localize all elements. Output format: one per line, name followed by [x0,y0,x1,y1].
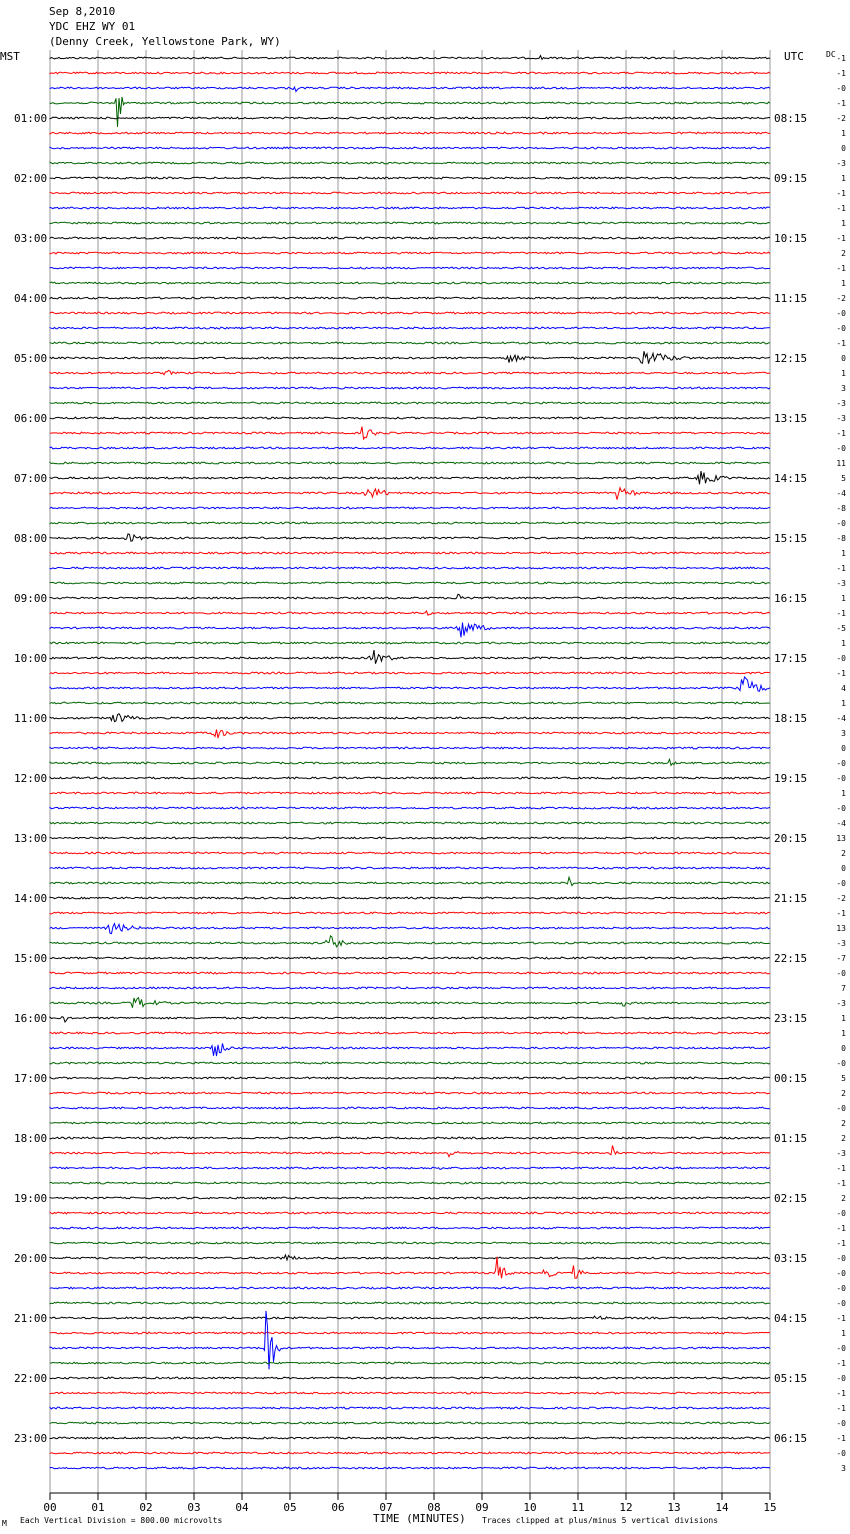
trace-line [50,1302,770,1304]
trace-line [50,837,770,839]
dc-offset-value: -0 [836,759,846,768]
utc-hour-label: 20:15 [774,832,808,845]
dc-offset-value: -1 [836,1224,846,1233]
station-code: YDC EHZ WY 01 [49,20,136,33]
utc-hour-label: 08:15 [774,112,808,125]
trace-line [50,162,770,164]
dc-offset-value: -0 [836,324,846,333]
trace-line [50,371,770,375]
trace-line [50,534,770,541]
trace-line [50,447,770,449]
trace-line [50,1137,770,1139]
trace-line [50,582,770,584]
trace-line [50,1332,770,1334]
trace-line [50,97,770,127]
dc-offset-value: 1 [841,639,846,648]
x-tick-label: 03 [187,1501,201,1514]
station-location: (Denny Creek, Yellowstone Park, WY) [49,35,281,48]
utc-hour-label: 11:15 [774,292,808,305]
trace-line [50,792,770,794]
dc-offset-value: -1 [836,339,846,348]
trace-line [50,351,770,364]
dc-offset-value: -1 [836,429,846,438]
dc-offset-value: 1 [841,174,846,183]
trace-line [50,987,770,989]
trace-line [50,327,770,329]
dc-offset-value: 2 [841,249,846,258]
mst-hour-label: 02:00 [14,172,48,185]
x-tick-label: 15 [763,1501,777,1514]
dc-offset-value: 13 [836,924,846,933]
dc-offset-value: -1 [836,69,846,78]
dc-offset-value: -0 [836,1299,846,1308]
axis-labels [0,50,846,1528]
dc-offset-value: 2 [841,849,846,858]
dc-offset-value: -1 [836,1389,846,1398]
x-tick-label: 05 [283,1501,297,1514]
utc-hour-label: 05:15 [774,1372,808,1385]
dc-offset-value: -1 [836,1239,846,1248]
trace-line [50,912,770,914]
trace-line [50,1255,770,1260]
trace-line [50,1407,770,1409]
trace-line [50,132,770,134]
trace-line [50,117,770,119]
x-tick-label: 04 [235,1501,249,1514]
trace-line [50,252,770,254]
dc-offset-value: -1 [836,189,846,198]
dc-offset-value: 1 [841,594,846,603]
dc-label: DC [826,50,836,59]
dc-offset-value: -0 [836,1344,846,1353]
utc-hour-label: 09:15 [774,172,808,185]
trace-line [50,877,770,885]
dc-offset-value: 7 [841,984,846,993]
utc-hour-label: 13:15 [774,412,808,425]
dc-offset-value: -1 [836,204,846,213]
mst-hour-label: 16:00 [14,1012,48,1025]
trace-line [50,222,770,224]
trace-line [50,72,770,74]
dc-offset-value: -0 [836,1209,846,1218]
trace-line [50,1107,770,1109]
dc-offset-value: -2 [836,114,846,123]
dc-offset-value: -1 [836,1314,846,1323]
trace-line [50,471,770,484]
x-tick-label: 06 [331,1501,345,1514]
trace-line [50,1287,770,1289]
mst-hour-label: 15:00 [14,952,48,965]
dc-offset-value: 1 [841,1014,846,1023]
dc-offset-value: -8 [836,534,846,543]
utc-hour-label: 02:15 [774,1192,808,1205]
dc-offset-value: -0 [836,1269,846,1278]
dc-offset-value: 11 [836,459,846,468]
trace-line [50,147,770,149]
dc-offset-value: -1 [836,609,846,618]
trace-line [50,552,770,554]
trace-line [50,1212,770,1214]
trace-line [50,387,770,389]
x-tick-label: 08 [427,1501,441,1514]
dc-offset-value: -1 [836,234,846,243]
trace-line [50,1227,770,1229]
utc-hour-label: 04:15 [774,1312,808,1325]
utc-hour-label: 10:15 [774,232,808,245]
dc-offset-value: -4 [836,819,846,828]
x-tick-label: 07 [379,1501,393,1514]
mst-hour-label: 22:00 [14,1372,48,1385]
trace-line [50,672,770,674]
dc-offset-value: 1 [841,369,846,378]
trace-line [50,417,770,419]
dc-offset-value: -3 [836,939,846,948]
trace-line [50,822,770,824]
dc-offset-value: -5 [836,624,846,633]
x-tick-label: 12 [619,1501,633,1514]
dc-offset-value: 1 [841,219,846,228]
mst-hour-label: 10:00 [14,652,48,665]
dc-offset-value: 3 [841,384,846,393]
dc-offset-value: -0 [836,444,846,453]
dc-offset-value: -1 [836,669,846,678]
seismic-traces [50,56,770,1469]
x-tick-label: 13 [667,1501,681,1514]
dc-offset-value: 1 [841,1329,846,1338]
dc-offset-value: -0 [836,1449,846,1458]
dc-offset-value: -0 [836,804,846,813]
x-axis-label: TIME (MINUTES) [373,1512,466,1525]
dc-offset-value: -0 [836,1059,846,1068]
dc-offset-value: -0 [836,1284,846,1293]
utc-hour-label: 15:15 [774,532,808,545]
mst-hour-label: 01:00 [14,112,48,125]
trace-line [50,522,770,524]
utc-hour-label: 18:15 [774,712,808,725]
dc-offset-value: -2 [836,294,846,303]
dc-offset-value: -3 [836,1149,846,1158]
trace-line [50,488,770,500]
dc-offset-value: 13 [836,834,846,843]
dc-offset-value: -0 [836,879,846,888]
trace-line [50,1182,770,1184]
trace-line [50,1437,770,1439]
trace-line [50,611,770,615]
dc-offset-value: -4 [836,489,846,498]
dc-offset-value: -0 [836,309,846,318]
trace-line [50,177,770,179]
dc-offset-value: -3 [836,579,846,588]
mst-hour-label: 07:00 [14,472,48,485]
utc-hour-label: 14:15 [774,472,808,485]
trace-line [50,642,770,644]
trace-line [50,1422,770,1424]
trace-line [50,777,770,779]
trace-line [50,1017,770,1022]
trace-line [50,1092,770,1094]
x-tick-label: 09 [475,1501,489,1514]
dc-offset-value: -0 [836,1419,846,1428]
trace-line [50,957,770,959]
trace-line [50,427,770,440]
dc-offset-value: -0 [836,774,846,783]
trace-line [50,1392,770,1394]
utc-hour-label: 06:15 [774,1432,808,1445]
dc-offset-value: -0 [836,1254,846,1263]
dc-offset-value: -3 [836,414,846,423]
dc-offset-value: -1 [836,264,846,273]
dc-offset-value: -0 [836,1374,846,1383]
footer-mark: M [2,1519,7,1528]
trace-line [50,1257,770,1279]
trace-line [50,594,770,599]
dc-offset-value: 0 [841,144,846,153]
trace-line [50,462,770,464]
scale-note: Each Vertical Division = 800.00 microvolts [20,1516,223,1525]
mst-hour-label: 18:00 [14,1132,48,1145]
trace-line [50,1362,770,1364]
trace-line [50,1467,770,1469]
trace-line [50,936,770,947]
dc-offset-value: 0 [841,354,846,363]
trace-line [50,192,770,194]
trace-line [50,1197,770,1199]
mst-hour-label: 23:00 [14,1432,48,1445]
utc-hour-label: 01:15 [774,1132,808,1145]
dc-offset-value: -3 [836,159,846,168]
trace-line [50,998,770,1008]
trace-line [50,1122,770,1124]
clip-note: Traces clipped at plus/minus 5 vertical divisions [482,1516,719,1525]
dc-offset-value: -3 [836,399,846,408]
dc-offset-value: 1 [841,279,846,288]
dc-offset-value: 1 [841,699,846,708]
trace-line [50,402,770,404]
trace-line [50,623,770,638]
dc-offset-value: 2 [841,1194,846,1203]
mst-hour-label: 12:00 [14,772,48,785]
mst-hour-label: 06:00 [14,412,48,425]
trace-line [50,56,770,60]
trace-line [50,1044,770,1057]
dc-offset-value: -0 [836,84,846,93]
x-tick-label: 10 [523,1501,537,1514]
mst-hour-label: 20:00 [14,1252,48,1265]
mst-hour-label: 08:00 [14,532,48,545]
trace-line [50,1316,770,1319]
dc-offset-value: 0 [841,864,846,873]
dc-offset-value: 5 [841,1074,846,1083]
dc-offset-value: -1 [836,564,846,573]
trace-line [50,567,770,569]
dc-offset-value: -1 [836,1179,846,1188]
trace-line [50,267,770,269]
trace-line [50,282,770,284]
dc-offset-value: 1 [841,129,846,138]
dc-offset-value: -3 [836,999,846,1008]
trace-line [50,759,770,765]
dc-offset-value: -7 [836,954,846,963]
utc-hour-label: 17:15 [774,652,808,665]
dc-offset-value: 4 [841,684,846,693]
trace-line [50,1452,770,1454]
mst-hour-label: 13:00 [14,832,48,845]
dc-offset-value: -1 [836,1404,846,1413]
dc-offset-value: 1 [841,789,846,798]
trace-line [50,702,770,704]
dc-offset-value: 2 [841,1089,846,1098]
left-axis-label: MST [0,50,20,63]
utc-hour-label: 21:15 [774,892,808,905]
trace-line [50,1377,770,1379]
trace-line [50,747,770,749]
utc-hour-label: 23:15 [774,1012,808,1025]
mst-hour-label: 21:00 [14,1312,48,1325]
x-tick-label: 11 [571,1501,585,1514]
trace-line [50,730,770,739]
trace-line [50,237,770,239]
x-tick-label: 00 [43,1501,57,1514]
dc-offset-value: 3 [841,1464,846,1473]
trace-line [50,1242,770,1244]
dc-offset-value: -1 [836,1164,846,1173]
dc-offset-value: -1 [836,1434,846,1443]
dc-offset-value: 3 [841,729,846,738]
mst-hour-label: 14:00 [14,892,48,905]
mst-hour-label: 09:00 [14,592,48,605]
trace-line [50,924,770,934]
utc-hour-label: 19:15 [774,772,808,785]
dc-offset-value: -4 [836,714,846,723]
mst-hour-label: 04:00 [14,292,48,305]
trace-line [50,677,770,691]
trace-line [50,807,770,809]
dc-offset-value: -1 [836,1359,846,1368]
trace-line [50,1311,770,1369]
trace-line [50,1167,770,1169]
trace-line [50,1062,770,1064]
dc-offset-value: 1 [841,1029,846,1038]
trace-line [50,1032,770,1034]
mst-hour-label: 17:00 [14,1072,48,1085]
trace-line [50,852,770,854]
right-axis-label: UTC [784,50,804,63]
dc-offset-value: -8 [836,504,846,513]
trace-line [50,867,770,869]
record-date: Sep 8,2010 [49,5,116,18]
dc-offset-value: 5 [841,474,846,483]
trace-line [50,342,770,344]
utc-hour-label: 22:15 [774,952,808,965]
dc-offset-value: -0 [836,519,846,528]
dc-offset-value: 0 [841,744,846,753]
trace-line [50,87,770,91]
dc-offset-value: -1 [836,99,846,108]
trace-line [50,1146,770,1157]
dc-offset-value: 0 [841,1044,846,1053]
x-tick-label: 14 [715,1501,729,1514]
dc-offset-value: 2 [841,1119,846,1128]
trace-line [50,507,770,509]
trace-line [50,897,770,899]
dc-offset-value: -1 [836,54,846,63]
mst-hour-label: 19:00 [14,1192,48,1205]
x-tick-label: 02 [139,1501,153,1514]
dc-offset-value: 1 [841,549,846,558]
trace-line [50,1077,770,1079]
trace-line [50,297,770,299]
trace-line [50,312,770,314]
trace-line [50,207,770,209]
utc-hour-label: 16:15 [774,592,808,605]
mst-hour-label: 03:00 [14,232,48,245]
utc-hour-label: 00:15 [774,1072,808,1085]
dc-offset-value: -0 [836,1104,846,1113]
x-tick-label: 01 [91,1501,105,1514]
trace-line [50,714,770,722]
mst-hour-label: 11:00 [14,712,48,725]
mst-hour-label: 05:00 [14,352,48,365]
dc-offset-value: -1 [836,909,846,918]
utc-hour-label: 03:15 [774,1252,808,1265]
trace-line [50,972,770,974]
trace-line [50,650,770,664]
utc-hour-label: 12:15 [774,352,808,365]
dc-offset-value: -2 [836,894,846,903]
dc-offset-value: -0 [836,969,846,978]
dc-offset-value: -0 [836,654,846,663]
dc-offset-value: 2 [841,1134,846,1143]
